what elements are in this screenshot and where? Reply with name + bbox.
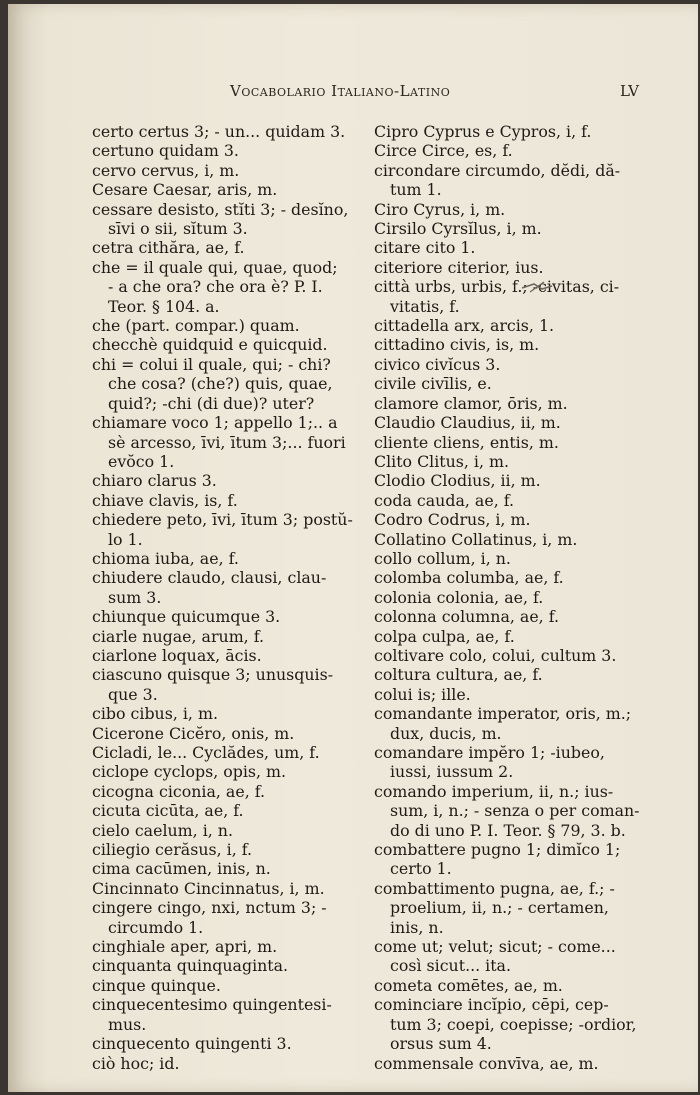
- dictionary-line: coltura cultura, ae, f.: [374, 665, 543, 685]
- dictionary-line: tum 1.: [390, 180, 442, 200]
- dictionary-line: Claudio Claudius, ii, m.: [374, 413, 561, 433]
- dictionary-line: chiave clavis, is, f.: [92, 490, 238, 510]
- dictionary-line: cinquecento quingenti 3.: [92, 1034, 292, 1054]
- dictionary-line: che (part. compar.) quam.: [92, 316, 300, 336]
- dictionary-line: cinquecentesimo quingentesi-: [92, 995, 332, 1015]
- dictionary-line: colomba columba, ae, f.: [374, 568, 564, 588]
- dictionary-line: combattere pugno 1; dimĭco 1;: [374, 840, 621, 860]
- page-number: LV: [620, 82, 640, 100]
- dictionary-line: cessare desisto, stĭti 3; - desĭno,: [92, 199, 349, 219]
- dictionary-line: che cosa? (che?) quis, quae,: [108, 374, 333, 394]
- dictionary-line: cima cacūmen, inis, n.: [92, 859, 271, 879]
- running-title: Vocabolario Italiano-Latino: [230, 82, 451, 100]
- dictionary-line: chioma iuba, ae, f.: [92, 548, 239, 568]
- dictionary-line: ciliegio cerăsus, i, f.: [92, 840, 253, 860]
- dictionary-line: Collatino Collatinus, i, m.: [374, 529, 578, 549]
- dictionary-line: cinque quinque.: [92, 975, 221, 995]
- dictionary-line: dux, ducis, m.: [390, 723, 502, 743]
- dictionary-line: coda cauda, ae, f.: [374, 490, 515, 510]
- dictionary-line: cominciare incĭpio, cēpi, cep-: [374, 995, 609, 1015]
- dictionary-line: Circe Circe, es, f.: [374, 141, 513, 161]
- dictionary-line: clamore clamor, ōris, m.: [374, 393, 568, 413]
- dictionary-line: che = il quale qui, quae, quod;: [92, 257, 338, 277]
- left-column: [92, 122, 368, 1073]
- dictionary-line: chiedere peto, īvi, ītum 3; postŭ-: [92, 510, 353, 530]
- dictionary-line: Cipro Cyprus e Cypros, i, f.: [374, 122, 592, 141]
- dictionary-line: que 3.: [108, 684, 158, 704]
- dictionary-line: ciclope cyclops, opis, m.: [92, 762, 287, 782]
- dictionary-line: inis, n.: [390, 917, 444, 937]
- dictionary-line: vitatis, f.: [390, 296, 460, 316]
- dictionary-line: comando imperium, ii, n.; ius-: [374, 781, 614, 801]
- dictionary-line: cliente cliens, entis, m.: [374, 432, 559, 452]
- dictionary-line: quid?; -chi (di due)? uter?: [108, 393, 315, 413]
- dictionary-line: cielo caelum, i, n.: [92, 820, 233, 840]
- dictionary-line: Cirsilo Cyrsĭlus, i, m.: [374, 219, 542, 239]
- dictionary-line: certo 1.: [390, 859, 452, 879]
- dictionary-line: Codro Codrus, i, m.: [374, 510, 531, 530]
- dictionary-line: cittadino civis, is, m.: [374, 335, 540, 355]
- dictionary-line: sīvi o sii, sĭtum 3.: [108, 219, 248, 239]
- dictionary-line: cicuta cicūta, ae, f.: [92, 801, 244, 821]
- dictionary-line: lo 1.: [108, 529, 143, 549]
- dictionary-line: iussi, iussum 2.: [390, 762, 514, 782]
- dictionary-line: sum, i, n.; - senza o per coman-: [390, 801, 640, 821]
- dictionary-line: Teor. § 104. a.: [108, 296, 220, 316]
- dictionary-line: colui is; ille.: [374, 684, 471, 704]
- dictionary-line: sum 3.: [108, 587, 162, 607]
- dictionary-line: colonna columna, ae, f.: [374, 607, 560, 627]
- dictionary-line: Cicladi, le... Cyclădes, um, f.: [92, 743, 320, 762]
- dictionary-line: citeriore citerior, ius.: [374, 257, 544, 277]
- dictionary-line: certo certus 3; - un... quidam 3.: [92, 122, 346, 141]
- dictionary-line: Cincinnato Cincinnatus, i, m.: [92, 878, 325, 898]
- dictionary-line: città urbs, urbis, f.; -civitas, ci-: [374, 277, 620, 297]
- dictionary-line: coltivare colo, colui, cultum 3.: [374, 645, 617, 665]
- dictionary-line: sè arcesso, īvi, ītum 3;... fuori: [108, 432, 346, 452]
- dictionary-line: chiamare voco 1; appello 1;.. a: [92, 413, 338, 433]
- dictionary-line: come ut; velut; sicut; - come...: [374, 937, 616, 957]
- dictionary-line: ciò hoc; id.: [92, 1053, 180, 1073]
- dictionary-line: cicogna ciconia, ae, f.: [92, 781, 266, 801]
- dictionary-line: orsus sum 4.: [390, 1034, 492, 1054]
- dictionary-line: civile civīlis, e.: [374, 374, 492, 394]
- dictionary-line: cervo cervus, i, m.: [92, 160, 240, 180]
- dictionary-line: evŏco 1.: [108, 451, 175, 471]
- dictionary-line: citare cito 1.: [374, 238, 476, 258]
- dictionary-line: circumdo 1.: [108, 917, 204, 937]
- dictionary-line: cetra cithăra, ae, f.: [92, 238, 245, 258]
- dictionary-line: ciascuno quisque 3; unusquis-: [92, 665, 334, 685]
- dictionary-line: tum 3; coepi, coepisse; -ordior,: [390, 1014, 637, 1034]
- book-page: [8, 4, 698, 1092]
- dictionary-line: ciarlone loquax, ācis.: [92, 645, 262, 665]
- dictionary-line: cinghiale aper, apri, m.: [92, 937, 278, 957]
- dictionary-line: collo collum, i, n.: [374, 548, 511, 568]
- dictionary-line: così sicut... ita.: [390, 956, 511, 976]
- page-header: [8, 82, 698, 104]
- dictionary-line: chi = colui il quale, qui; - chi?: [92, 354, 331, 374]
- dictionary-line: chiaro clarus 3.: [92, 471, 217, 491]
- dictionary-line: Cesare Caesar, aris, m.: [92, 180, 278, 200]
- dictionary-line: civico civĭcus 3.: [374, 354, 501, 374]
- dictionary-line: cinquanta quinquaginta.: [92, 956, 289, 976]
- dictionary-line: proelium, ii, n.; - certamen,: [390, 898, 609, 918]
- dictionary-line: combattimento pugna, ae, f.; -: [374, 878, 615, 898]
- dictionary-line: commensale convīva, ae, m.: [374, 1053, 599, 1073]
- dictionary-line: certuno quidam 3.: [92, 141, 239, 161]
- dictionary-line: Clodio Clodius, ii, m.: [374, 471, 541, 491]
- dictionary-line: do di uno P. I. Teor. § 79, 3. b.: [390, 820, 626, 840]
- dictionary-line: Cicerone Cicĕro, onis, m.: [92, 723, 295, 743]
- dictionary-line: chiudere claudo, clausi, clau-: [92, 568, 327, 588]
- dictionary-line: cibo cibus, i, m.: [92, 704, 218, 724]
- right-column: [374, 122, 658, 1073]
- dictionary-line: cometa comētes, ae, m.: [374, 975, 563, 995]
- dictionary-line: Clito Clitus, i, m.: [374, 451, 510, 471]
- pencil-mark-icon: [520, 278, 554, 296]
- dictionary-line: colpa culpa, ae, f.: [374, 626, 515, 646]
- dictionary-line: cittadella arx, arcis, 1.: [374, 316, 555, 336]
- dictionary-line: circondare circumdo, dĕdi, dă-: [374, 160, 621, 180]
- dictionary-line: - a che ora? che ora è? P. I.: [108, 277, 323, 297]
- dictionary-line: comandare impĕro 1; -iubeo,: [374, 743, 605, 762]
- dictionary-line: comandante imperator, oris, m.;: [374, 704, 632, 724]
- dictionary-line: cingere cingo, nxi, nctum 3; -: [92, 898, 327, 918]
- dictionary-line: mus.: [108, 1014, 147, 1034]
- dictionary-line: chiunque quicumque 3.: [92, 607, 281, 627]
- dictionary-line: checchè quidquid e quicquid.: [92, 335, 328, 355]
- dictionary-line: Ciro Cyrus, i, m.: [374, 199, 506, 219]
- dictionary-line: colonia colonia, ae, f.: [374, 587, 544, 607]
- dictionary-line: ciarle nugae, arum, f.: [92, 626, 265, 646]
